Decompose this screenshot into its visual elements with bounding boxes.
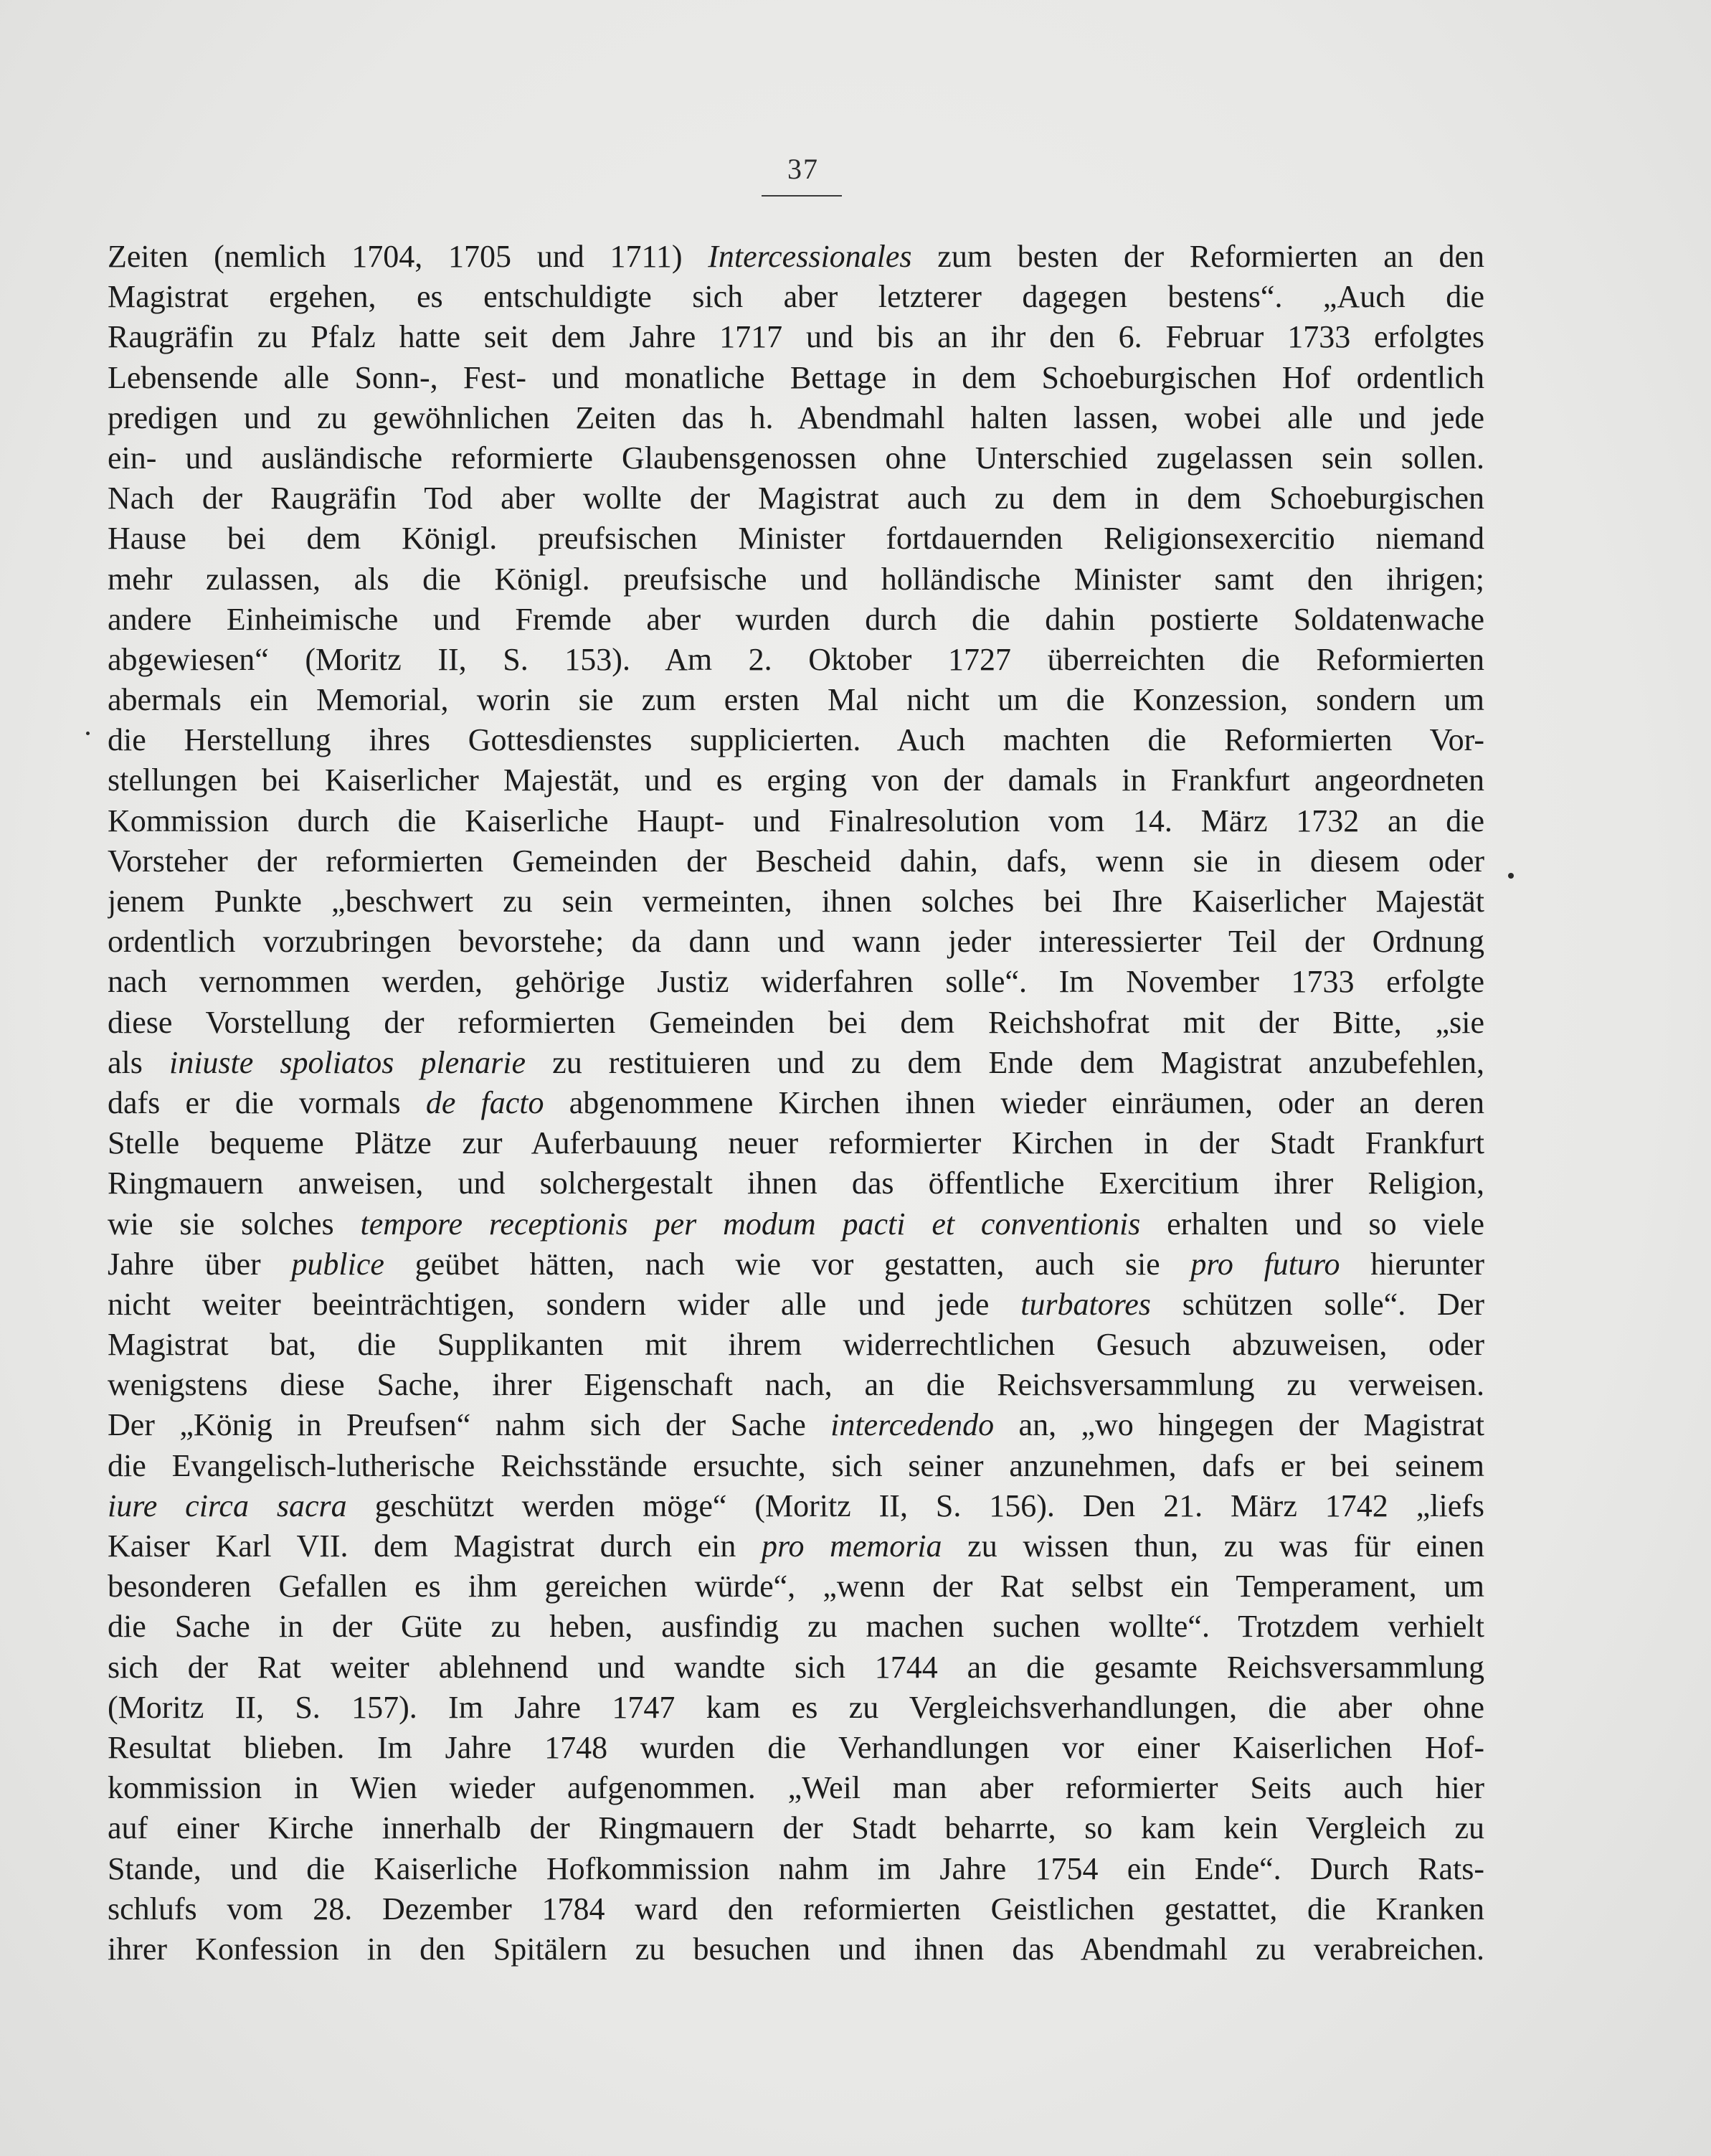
text-line — [108, 1808, 1484, 1848]
text-segment: ordentlich vorzubringen bevorstehe; da dann und wann jeder interessierter Teil der Ordnung — [108, 924, 1484, 960]
text-segment: schlufs vom 28. Dezember 1784 ward den reformierten Geistlichen gestattet, die Kranken — [108, 1891, 1484, 1926]
text-segment: Stelle bequeme Plätze zur Auferbauung neuer reformierter Kirchen in der Stadt Frankfurt — [108, 1125, 1484, 1161]
italic-phrase: tempore receptionis per modum pacti et conventionis — [360, 1206, 1141, 1242]
text-segment: nach vernommen werden, gehörige Justiz widerfahren solle“. Im November 1733 erfolgte — [108, 964, 1484, 1000]
text-line — [108, 881, 1484, 922]
text-segment: sich der Rat weiter ablehnend und wandte sich 1744 an die gesamte Reichsversammlung — [108, 1649, 1484, 1685]
text-line — [108, 841, 1484, 881]
text-line — [108, 962, 1484, 1002]
text-line — [108, 1244, 1484, 1285]
text-line — [108, 1163, 1484, 1204]
text-segment: erhalten und so viele — [1140, 1206, 1484, 1242]
text-segment: die Evangelisch-lutherische Reichsstände ersuchte, sich seiner anzunehmen, dafs er bei seinem — [108, 1447, 1484, 1483]
text-segment: Resultat blieben. Im Jahre 1748 wurden die Verhandlungen vor einer Kaiserlichen Hof- — [108, 1729, 1484, 1765]
italic-phrase: iure circa sacra — [108, 1488, 347, 1523]
text-segment: abermals ein Memorial, worin sie zum ersten Mal nicht um die Konzession, sondern um — [108, 682, 1484, 718]
text-segment: besonderen Gefallen es ihm gereichen würde“, „wenn der Rat selbst ein Temperament, um — [108, 1569, 1484, 1604]
text-segment: zu wissen thun, zu was für einen — [942, 1528, 1484, 1564]
text-segment: ein- und ausländische reformierte Glaubensgenossen ohne Unterschied zugelassen sein sollen. — [108, 440, 1484, 476]
text-segment: geübet hätten, nach wie vor gestatten, auch sie — [384, 1246, 1191, 1282]
ink-speck — [1508, 873, 1514, 879]
text-segment: die Sache in der Güte zu heben, ausfindig zu machen suchen wollte“. Trotzdem verhielt — [108, 1609, 1484, 1645]
text-line — [108, 680, 1484, 720]
text-segment: Kaiser Karl VII. dem Magistrat durch ein — [108, 1528, 762, 1564]
text-segment: abgewiesen“ (Moritz II, S. 153). Am 2. Oktober 1727 überreichten die Reformierten — [108, 641, 1484, 677]
text-segment: Kommission durch die Kaiserliche Haupt- und Finalresolution vom 14. März 1732 an die — [108, 803, 1484, 838]
text-line — [108, 1889, 1484, 1929]
text-segment: als — [108, 1044, 169, 1080]
text-line — [108, 519, 1484, 559]
text-segment: Raugräfin zu Pfalz hatte seit dem Jahre 1717 und bis an ihr den 6. Februar 1733 erfolgtes — [108, 319, 1484, 355]
text-line — [108, 1325, 1484, 1365]
text-line — [108, 1123, 1484, 1163]
text-segment: geschützt werden möge“ (Moritz II, S. 156). Den 21. März 1742 „liefs — [346, 1488, 1484, 1523]
italic-phrase: intercedendo — [830, 1407, 995, 1443]
text-segment: Jahre über — [108, 1246, 292, 1282]
text-line — [108, 720, 1484, 760]
body-text — [108, 237, 1484, 1970]
text-line — [108, 1849, 1484, 1889]
text-segment: Ringmauern anweisen, und solchergestalt ihnen das öffentliche Exercitium ihrer Religion, — [108, 1166, 1484, 1201]
text-segment: dafs er die vormals — [108, 1084, 426, 1120]
text-line — [108, 1526, 1484, 1566]
text-line — [108, 317, 1484, 357]
text-line — [108, 1728, 1484, 1768]
text-segment: zum besten der Reformierten an den — [911, 239, 1484, 274]
ink-speck — [86, 732, 90, 735]
text-segment: Hause bei dem Königl. preufsischen Minister fortdauernden Religionsexercitio niemand — [108, 521, 1484, 557]
text-segment: Der „König in Preufsen“ nahm sich der Sache — [108, 1407, 831, 1443]
text-segment: abgenommene Kirchen ihnen wieder einräumen, oder an deren — [544, 1084, 1484, 1120]
text-line — [108, 1405, 1484, 1445]
text-line — [108, 398, 1484, 438]
text-segment: Zeiten (nemlich 1704, 1705 und 1711) — [108, 239, 708, 274]
text-line — [108, 1688, 1484, 1728]
text-line — [108, 600, 1484, 640]
text-line — [108, 358, 1484, 398]
text-segment: Magistrat bat, die Supplikanten mit ihrem widerrechtlichen Gesuch abzuweisen, oder — [108, 1327, 1484, 1363]
text-segment: schützen solle“. Der — [1150, 1286, 1484, 1322]
text-line — [108, 1486, 1484, 1526]
text-segment: (Moritz II, S. 157). Im Jahre 1747 kam es zu Vergleichsverhandlungen, die aber ohne — [108, 1689, 1484, 1725]
text-segment: andere Einheimische und Fremde aber wurden durch die dahin postierte Soldatenwache — [108, 601, 1484, 637]
text-line — [108, 1446, 1484, 1486]
text-segment: Magistrat ergehen, es entschuldigte sich aber letzterer dagegen bestens“. „Auch die — [108, 279, 1484, 315]
text-line — [108, 559, 1484, 600]
text-line — [108, 1607, 1484, 1647]
text-line — [108, 1566, 1484, 1607]
text-line — [108, 1365, 1484, 1405]
italic-phrase: de facto — [425, 1084, 544, 1120]
text-segment: jenem Punkte „beschwert zu sein vermeinten, ihnen solches bei Ihre Kaiserlicher Majestät — [108, 884, 1484, 919]
text-line — [108, 640, 1484, 680]
text-line — [108, 237, 1484, 277]
text-line — [108, 1647, 1484, 1688]
italic-phrase: pro memoria — [762, 1528, 942, 1564]
text-segment: ihrer Konfession in den Spitälern zu besuchen und ihnen das Abendmahl zu verabreichen. — [108, 1931, 1484, 1967]
text-segment: wie sie solches — [108, 1206, 361, 1242]
text-segment: nicht weiter beeinträchtigen, sondern wider alle und jede — [108, 1286, 1021, 1322]
text-line — [108, 1285, 1484, 1325]
text-line — [108, 922, 1484, 962]
text-segment: Stande, und die Kaiserliche Hofkommission nahm im Jahre 1754 ein Ende“. Durch Rats- — [108, 1850, 1484, 1886]
text-segment: stellungen bei Kaiserlicher Majestät, und es erging von der damals in Frankfurt angeordneten — [108, 762, 1484, 798]
text-segment: Nach der Raugräfin Tod aber wollte der Magistrat auch zu dem in dem Schoeburgischen — [108, 481, 1484, 516]
text-segment: hierunter — [1340, 1246, 1484, 1282]
italic-phrase: turbatores — [1020, 1286, 1151, 1322]
text-line — [108, 1929, 1484, 1970]
page-number: 37 — [787, 153, 819, 185]
text-segment: wenigstens diese Sache, ihrer Eigenschaft nach, an die Reichsversammlung zu verweisen. — [108, 1367, 1484, 1403]
text-segment: kommission in Wien wieder aufgenommen. „Weil man aber reformierter Seits auch hier — [108, 1770, 1484, 1806]
text-segment: auf einer Kirche innerhalb der Ringmauern der Stadt beharrte, so kam kein Vergleich zu — [108, 1810, 1484, 1846]
text-segment: mehr zulassen, als die Königl. preufsische und holländische Minister samt den ihrigen; — [108, 561, 1484, 597]
text-line — [108, 801, 1484, 841]
text-segment: diese Vorstellung der reformierten Gemeinden bei dem Reichshofrat mit der Bitte, „sie — [108, 1004, 1484, 1040]
text-segment: Vorsteher der reformierten Gemeinden der Bescheid dahin, dafs, wenn sie in diesem oder — [108, 843, 1484, 879]
text-line — [108, 478, 1484, 519]
text-segment: zu restituieren und zu dem Ende dem Magistrat anzubefehlen, — [526, 1044, 1484, 1080]
italic-phrase: Intercessionales — [708, 239, 912, 274]
text-line — [108, 277, 1484, 317]
text-line — [108, 1043, 1484, 1083]
text-line — [108, 1204, 1484, 1244]
text-line — [108, 1003, 1484, 1043]
text-segment: Lebensende alle Sonn-, Fest- und monatliche Bettage in dem Schoeburgischen Hof ordentlich — [108, 359, 1484, 395]
text-segment: an, „wo hingegen der Magistrat — [994, 1407, 1484, 1443]
italic-phrase: iniuste spoliatos plenarie — [169, 1044, 526, 1080]
italic-phrase: publice — [291, 1246, 384, 1282]
text-line — [108, 438, 1484, 478]
text-line — [108, 1083, 1484, 1123]
page-number-rule — [762, 195, 842, 197]
text-line — [108, 1768, 1484, 1808]
italic-phrase: pro futuro — [1190, 1246, 1340, 1282]
text-line — [108, 760, 1484, 800]
text-segment: die Herstellung ihres Gottesdienstes supplicierten. Auch machten die Reformierten Vor- — [108, 722, 1484, 758]
text-segment: predigen und zu gewöhnlichen Zeiten das h. Abendmahl halten lassen, wobei alle und jede — [108, 399, 1484, 435]
